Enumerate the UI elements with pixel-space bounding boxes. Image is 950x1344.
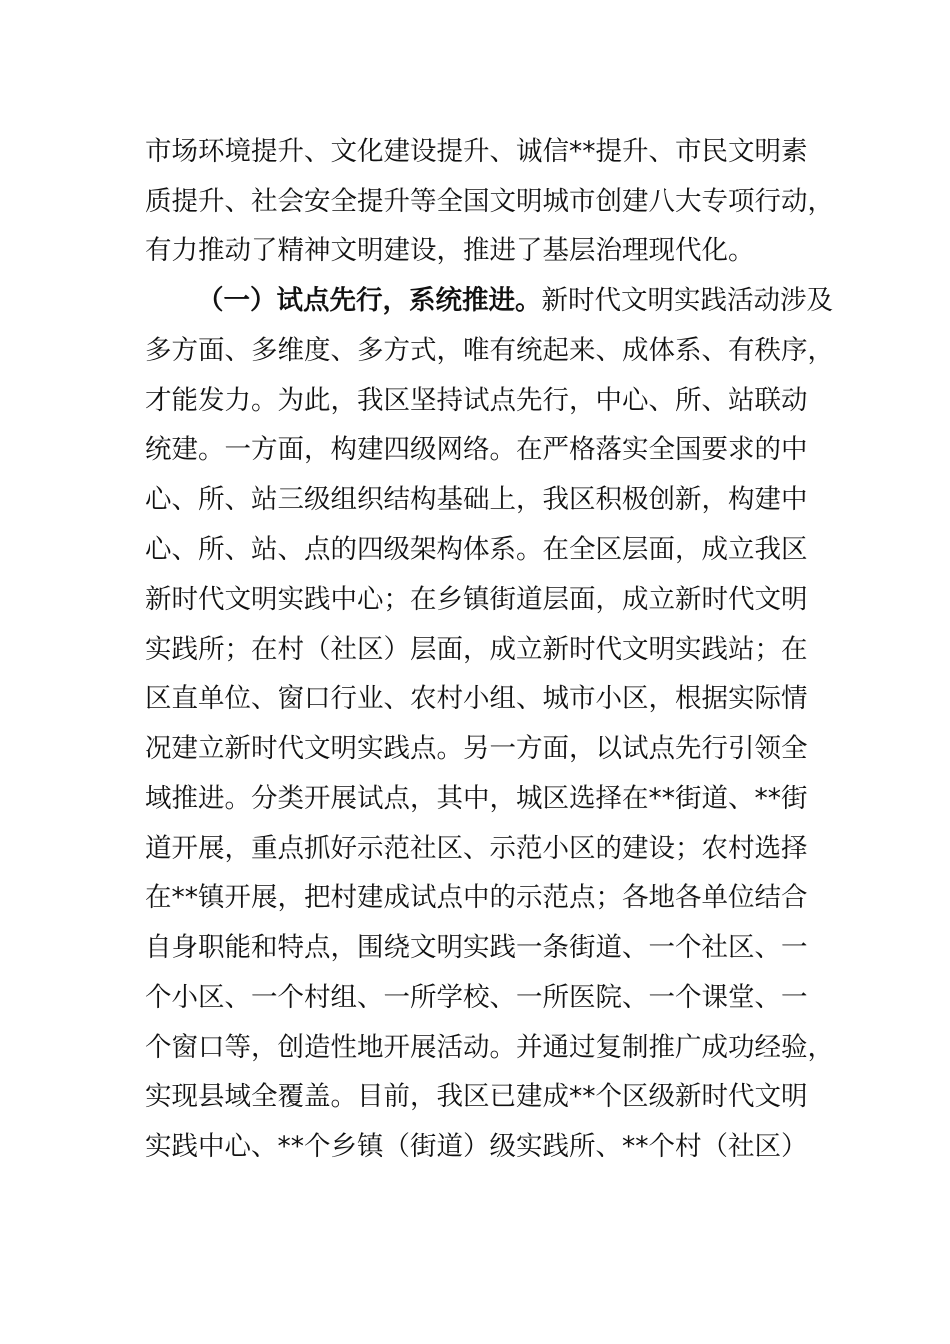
section-heading: （一）试点先行，系统推进。 (197, 285, 542, 316)
section-first-line-text: 新时代文明实践活动涉及 (541, 285, 833, 316)
text-line: 道开展，重点抓好示范社区、示范小区的建设；农村选择 (145, 833, 808, 864)
text-line: 有力推动了精神文明建设，推进了基层治理现代化。 (145, 235, 755, 266)
text-line: 质提升、社会安全提升等全国文明城市创建八大专项行动， (145, 186, 834, 217)
text-line: 自身职能和特点，围绕文明实践一条街道、一个社区、一 (145, 932, 808, 963)
text-line: 统建。一方面，构建四级网络。在严格落实全国要求的中 (145, 434, 808, 465)
text-line: 个窗口等，创造性地开展活动。并通过复制推广成功经验， (145, 1032, 834, 1063)
text-line: 实现县域全覆盖。目前，我区已建成**个区级新时代文明 (145, 1081, 808, 1112)
text-line: 区直单位、窗口行业、农村小组、城市小区，根据实际情 (145, 683, 808, 714)
text-line: 心、所、站、点的四级架构体系。在全区层面，成立我区 (145, 534, 808, 565)
text-line: 实践中心、**个乡镇（街道）级实践所、**个村（社区） (145, 1131, 808, 1162)
text-line: 实践所；在村（社区）层面，成立新时代文明实践站；在 (145, 634, 808, 665)
text-line: 多方面、多维度、多方式，唯有统起来、成体系、有秩序， (145, 335, 834, 366)
text-line: 个小区、一个村组、一所学校、一所医院、一个课堂、一 (145, 982, 808, 1013)
text-line: 才能发力。为此，我区坚持试点先行，中心、所、站联动 (145, 385, 808, 416)
text-line: 市场环境提升、文化建设提升、诚信**提升、市民文明素 (145, 136, 808, 167)
text-line: 域推进。分类开展试点，其中，城区选择在**街道、**街 (145, 783, 808, 814)
text-line: 心、所、站三级组织结构基础上，我区积极创新，构建中 (145, 484, 808, 515)
section-heading-line (197, 276, 833, 326)
text-line: 新时代文明实践中心；在乡镇街道层面，成立新时代文明 (145, 584, 808, 615)
text-line: 况建立新时代文明实践点。另一方面，以试点先行引领全 (145, 733, 808, 764)
text-line: 在**镇开展，把村建成试点中的示范点；各地各单位结合 (145, 882, 808, 913)
